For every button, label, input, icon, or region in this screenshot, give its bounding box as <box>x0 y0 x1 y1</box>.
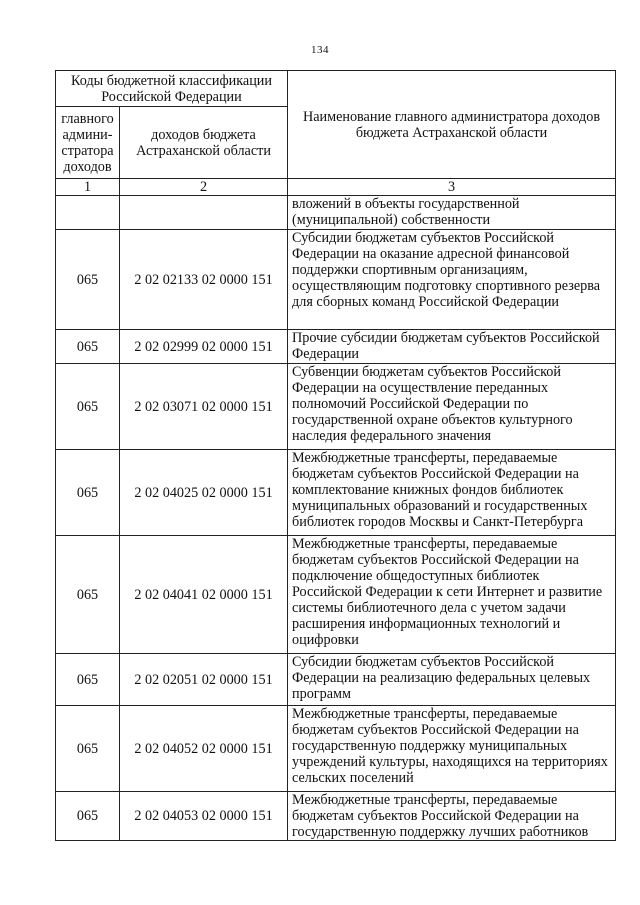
admin-code-cell: 065 <box>56 654 120 706</box>
revenue-name-cell: Субвенции бюджетам субъектов Российской Федерации на осуществление переданных полномочий Российской Федерации по государственной охране объектов культурного наследия федерального значения <box>288 364 616 450</box>
revenue-name-cell: Межбюджетные трансферты, передаваемые бюджетам субъектов Российской Федерации на комплектование книжных фондов библиотек муниципальных образований и государственных библиотек городов Москвы и Санкт-Петербурга <box>288 450 616 536</box>
revenue-code-cell: 2 02 04025 02 0000 151 <box>120 450 288 536</box>
header-revenues: доходов бюджета Астраханской области <box>120 107 288 179</box>
header-codes-group: Коды бюджетной классификации Российской Федерации <box>56 71 288 107</box>
admin-code-cell: 065 <box>56 364 120 450</box>
table-row <box>56 196 616 230</box>
revenue-name-cell: Межбюджетные трансферты, передаваемые бюджетам субъектов Российской Федерации на подключение общедоступных библиотек Российской Федерации к сети Интернет и развитие системы библиотечного дела с учетом задачи расширения информационных технологий и оцифровки <box>288 536 616 654</box>
table-row <box>56 654 616 706</box>
budget-classification-table <box>55 70 616 841</box>
header-row-codes <box>56 71 616 107</box>
revenue-code-cell: 2 02 02133 02 0000 151 <box>120 230 288 330</box>
page-number: 134 <box>311 44 329 56</box>
header-chief-admin: главного админи-стратора доходов <box>56 107 120 179</box>
admin-code-cell: 065 <box>56 792 120 841</box>
revenue-code-cell: 2 02 03071 02 0000 151 <box>120 364 288 450</box>
revenue-code-cell <box>120 196 288 230</box>
table-row <box>56 450 616 536</box>
table-row <box>56 330 616 364</box>
revenue-code-cell: 2 02 04052 02 0000 151 <box>120 706 288 792</box>
column-number-2: 2 <box>120 179 288 196</box>
table-row <box>56 230 616 330</box>
revenue-name-cell: Межбюджетные трансферты, передаваемые бюджетам субъектов Российской Федерации на государственную поддержку лучших работников <box>288 792 616 841</box>
table-row <box>56 706 616 792</box>
column-number-1: 1 <box>56 179 120 196</box>
table-row <box>56 536 616 654</box>
admin-code-cell: 065 <box>56 330 120 364</box>
column-number-row <box>56 179 616 196</box>
revenue-name-cell: Прочие субсидии бюджетам субъектов Российской Федерации <box>288 330 616 364</box>
revenue-code-cell: 2 02 04041 02 0000 151 <box>120 536 288 654</box>
header-admin-name: Наименование главного администратора доходов бюджета Астраханской области <box>288 71 616 179</box>
admin-code-cell: 065 <box>56 450 120 536</box>
admin-code-cell <box>56 196 120 230</box>
column-number-3: 3 <box>288 179 616 196</box>
admin-code-cell: 065 <box>56 536 120 654</box>
table-row <box>56 364 616 450</box>
table-row <box>56 792 616 841</box>
revenue-code-cell: 2 02 04053 02 0000 151 <box>120 792 288 841</box>
revenue-name-cell: Межбюджетные трансферты, передаваемые бюджетам субъектов Российской Федерации на государственную поддержку муниципальных учреждений культуры, находящихся на территориях сельских поселений <box>288 706 616 792</box>
revenue-name-cell: вложений в объекты государственной (муниципальной) собственности <box>288 196 616 230</box>
admin-code-cell: 065 <box>56 706 120 792</box>
admin-code-cell: 065 <box>56 230 120 330</box>
revenue-name-cell: Субсидии бюджетам субъектов Российской Федерации на оказание адресной финансовой поддержки спортивным организациям, осуществляющим подготовку спортивного резерва для сборных команд Российской Федерации <box>288 230 616 330</box>
revenue-name-cell: Субсидии бюджетам субъектов Российской Федерации на реализацию федеральных целевых программ <box>288 654 616 706</box>
revenue-code-cell: 2 02 02051 02 0000 151 <box>120 654 288 706</box>
revenue-code-cell: 2 02 02999 02 0000 151 <box>120 330 288 364</box>
